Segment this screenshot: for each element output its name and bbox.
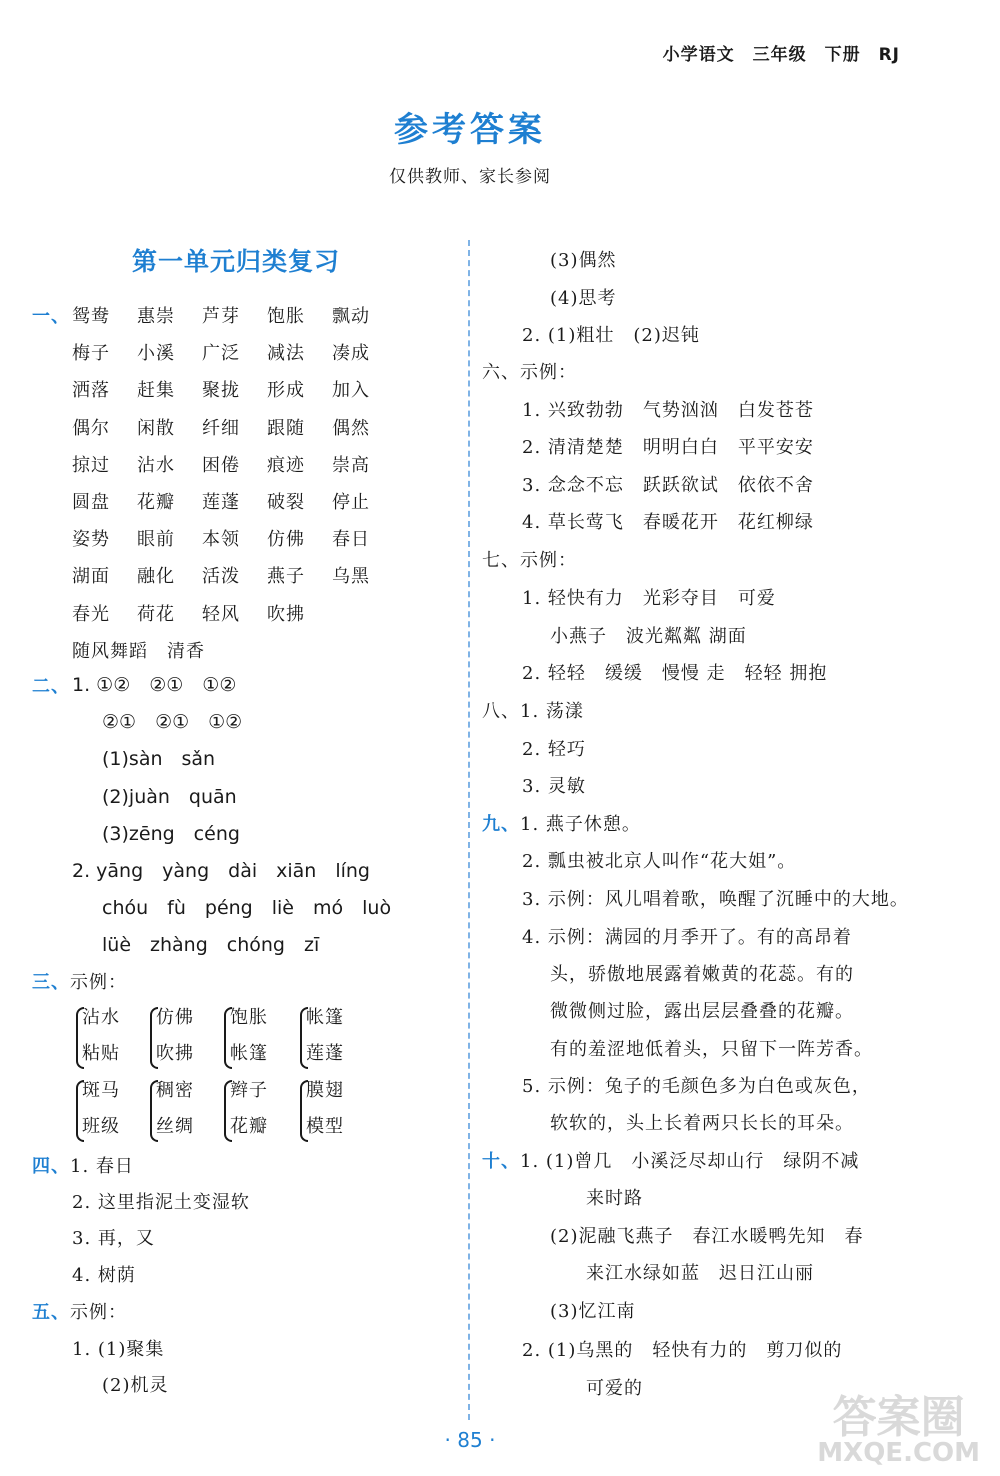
word-item: 本领	[202, 529, 240, 551]
word-item: 聚拢	[202, 380, 240, 402]
section-2-number: 二、	[32, 676, 70, 697]
word-item: 芦芽	[202, 306, 240, 327]
word-item: 活泼	[202, 566, 240, 588]
s10-line-7: 可爱的	[586, 1378, 643, 1399]
word-item: 梅子	[72, 343, 110, 365]
s4-line-3: 3. 再，又	[72, 1228, 155, 1249]
s8-line-2: 2. 轻巧	[522, 739, 586, 760]
s9-line-4: 4. 示例：满园的月季开了。有的高昂着	[522, 927, 852, 948]
s9-line-6: 微微侧过脸，露出层层叠叠的花瓣。	[550, 1001, 854, 1022]
word-item: 形成	[267, 380, 305, 402]
word-pair-item: 膜翅	[306, 1080, 344, 1101]
section-9-heading	[482, 810, 641, 836]
s9-line-2: 2. 瓢虫被北京人叫作“花大姐”。	[522, 851, 797, 872]
word-pair-item: 吹拂	[156, 1043, 194, 1064]
word-item: 惠崇	[137, 306, 175, 327]
r-line-3: 2. (1)粗壮 (2)迟钝	[522, 325, 700, 346]
header-grade: 三年级	[752, 45, 807, 65]
word-item-last: 随风舞蹈 清香	[72, 640, 205, 662]
section-6-number: 六、	[482, 362, 520, 383]
word-pair-item: 辫子	[230, 1080, 268, 1101]
s9-line-3: 3. 示例：风儿唱着歌，唤醒了沉睡中的大地。	[522, 889, 909, 910]
section-7-number: 七、	[482, 550, 520, 571]
s7-line-3: 2. 轻轻 缓缓 慢慢 走 轻轻 拥抱	[522, 663, 828, 684]
s7-line-2: 小燕子 波光粼粼 湖面	[550, 626, 747, 647]
s9-line-8: 5. 示例：兔子的毛颜色多为白色或灰色，	[522, 1076, 871, 1097]
word-item: 吹拂	[267, 603, 305, 625]
word-item: 轻风	[202, 603, 240, 625]
section-6-label: 示例：	[520, 362, 577, 383]
section-5-number: 五、	[32, 1302, 70, 1323]
word-item: 广泛	[202, 343, 240, 365]
section-5-heading	[32, 1298, 127, 1324]
section-1-number: 一、	[32, 306, 70, 327]
s2-line-2: ②① ②① ①②	[102, 711, 243, 733]
word-pair-item: 稠密	[156, 1080, 194, 1101]
page-number: · 85 ·	[444, 1428, 496, 1452]
word-item: 莲蓬	[202, 492, 240, 513]
s2-line-8: lüè zhàng chóng zī	[102, 934, 320, 956]
section-4-number: 四、	[32, 1156, 70, 1177]
word-item: 减法	[267, 343, 305, 365]
s8-line-1: 1. 荡漾	[520, 701, 584, 722]
section-8-number: 八、	[482, 701, 520, 722]
section-10-heading	[482, 1147, 859, 1173]
word-item: 跟随	[267, 417, 305, 439]
header-volume: 下册	[824, 45, 861, 65]
word-pair-item: 模型	[306, 1116, 344, 1137]
word-item: 小溪	[137, 343, 175, 365]
s4-line-1: 1. 春日	[70, 1156, 134, 1177]
word-item: 融化	[137, 566, 175, 588]
section-6-heading	[482, 358, 577, 384]
word-item: 春光	[72, 603, 110, 625]
word-pair-item: 沾水	[82, 1007, 120, 1028]
section-10-number: 十、	[482, 1151, 520, 1172]
section-3-heading	[32, 968, 127, 994]
s4-line-4: 4. 树荫	[72, 1265, 136, 1286]
word-item: 荷花	[137, 603, 175, 625]
word-item: 燕子	[267, 566, 305, 588]
s2-line-7: chóu fù péng liè mó luò	[102, 897, 392, 919]
word-item: 困倦	[202, 454, 240, 476]
page-title: 参考答案	[394, 110, 546, 150]
r-line-1: (3)偶然	[550, 250, 617, 271]
watermark-main: 答案圈	[832, 1392, 965, 1443]
section-5-label: 示例：	[70, 1302, 127, 1323]
column-divider	[468, 240, 470, 1420]
page-subtitle: 仅供教师、家长参阅	[389, 167, 551, 187]
s9-line-5: 头，骄傲地展露着嫩黄的花蕊。有的	[550, 964, 854, 985]
word-item: 纤细	[202, 417, 240, 439]
section-4-heading	[32, 1152, 134, 1178]
word-item: 沾水	[137, 454, 175, 476]
word-pair-item: 帐篷	[230, 1043, 268, 1064]
word-pair-item: 花瓣	[230, 1116, 268, 1137]
s10-line-2: 来时路	[586, 1188, 643, 1209]
word-item: 洒落	[72, 380, 110, 402]
word-item: 姿势	[72, 529, 110, 551]
word-pair-item: 粘贴	[82, 1043, 120, 1064]
s2-line-4: (2)juàn quān	[102, 786, 237, 808]
s10-line-6: 2. (1)乌黑的 轻快有力的 剪刀似的	[522, 1340, 843, 1361]
word-item: 加入	[332, 380, 370, 402]
word-item: 飘动	[332, 306, 370, 327]
word-item: 饱胀	[267, 306, 305, 327]
s9-line-9: 软软的，头上长着两只长长的耳朵。	[550, 1113, 854, 1134]
word-item: 眼前	[137, 529, 175, 551]
word-item: 痕迹	[267, 454, 305, 476]
word-item: 乌黑	[332, 566, 370, 588]
word-item: 停止	[332, 492, 370, 513]
r-line-2: (4)思考	[550, 288, 617, 309]
s6-line-2: 2. 清清楚楚 明明白白 平平安安	[522, 437, 814, 458]
word-item: 凑成	[332, 343, 370, 365]
s10-line-5: (3)忆江南	[550, 1301, 636, 1322]
s6-line-3: 3. 念念不忘 跃跃欲试 依依不舍	[522, 475, 814, 496]
word-item: 湖面	[72, 566, 110, 588]
s10-line-4: 来江水绿如蓝 迟日江山丽	[586, 1263, 814, 1284]
word-item: 破裂	[267, 492, 305, 513]
s5-line-2: (2)机灵	[102, 1375, 169, 1396]
book-header	[645, 40, 900, 65]
s2-line-3: (1)sàn sǎn	[102, 748, 216, 770]
word-item: 圆盘	[72, 492, 110, 513]
s8-line-3: 3. 灵敏	[522, 776, 586, 797]
word-item: 鸳鸯	[72, 306, 110, 327]
s4-line-2: 2. 这里指泥土变湿软	[72, 1192, 250, 1213]
s5-line-1: 1. (1)聚集	[72, 1339, 165, 1360]
word-item: 花瓣	[137, 492, 175, 513]
s10-line-3: (2)泥融飞燕子 春江水暖鸭先知 春	[550, 1226, 864, 1247]
s9-line-1: 1. 燕子休憩。	[520, 814, 641, 835]
word-item: 偶尔	[72, 417, 110, 439]
s2-line-1: 1. ①② ②① ①②	[72, 674, 237, 696]
word-item: 赶集	[137, 380, 175, 402]
word-pair-item: 斑马	[82, 1080, 120, 1101]
word-pair-item: 饱胀	[230, 1007, 268, 1028]
unit-title: 第一单元归类复习	[132, 247, 341, 276]
word-pair-item: 仿佛	[156, 1007, 194, 1028]
word-item: 偶然	[332, 417, 370, 439]
s9-line-7: 有的羞涩地低着头，只留下一阵芳香。	[550, 1039, 873, 1060]
word-pair-item: 莲蓬	[306, 1043, 344, 1064]
s6-line-4: 4. 草长莺飞 春暖花开 花红柳绿	[522, 512, 814, 533]
section-3-number: 三、	[32, 972, 70, 993]
section-3-label: 示例：	[70, 972, 127, 993]
s10-line-1: 1. (1)曾几 小溪泛尽却山行 绿阴不减	[520, 1151, 860, 1172]
word-item: 掠过	[72, 454, 110, 476]
watermark-sub: MXQE.COM	[817, 1438, 980, 1468]
word-pair-item: 丝绸	[156, 1116, 194, 1137]
section-7-heading	[482, 546, 577, 572]
section-9-number: 九、	[482, 814, 520, 835]
watermark-logo	[817, 1392, 980, 1468]
header-edition: RJ	[878, 45, 900, 65]
s2-line-5: (3)zēng céng	[102, 823, 240, 845]
section-8-heading	[482, 697, 584, 723]
s6-line-1: 1. 兴致勃勃 气势汹汹 白发苍苍	[522, 400, 814, 421]
word-pair-item: 班级	[82, 1116, 120, 1137]
s2-line-6: 2. yāng yàng dài xiān líng	[72, 860, 370, 882]
word-pair-item: 帐篷	[306, 1007, 344, 1028]
word-item: 春日	[332, 529, 370, 551]
section-7-label: 示例：	[520, 550, 577, 571]
word-item: 闲散	[137, 417, 175, 439]
s7-line-1: 1. 轻快有力 光彩夺目 可爱	[522, 588, 776, 609]
word-item: 仿佛	[267, 529, 305, 551]
word-item: 崇高	[332, 454, 370, 476]
header-subject: 小学语文	[662, 45, 735, 65]
